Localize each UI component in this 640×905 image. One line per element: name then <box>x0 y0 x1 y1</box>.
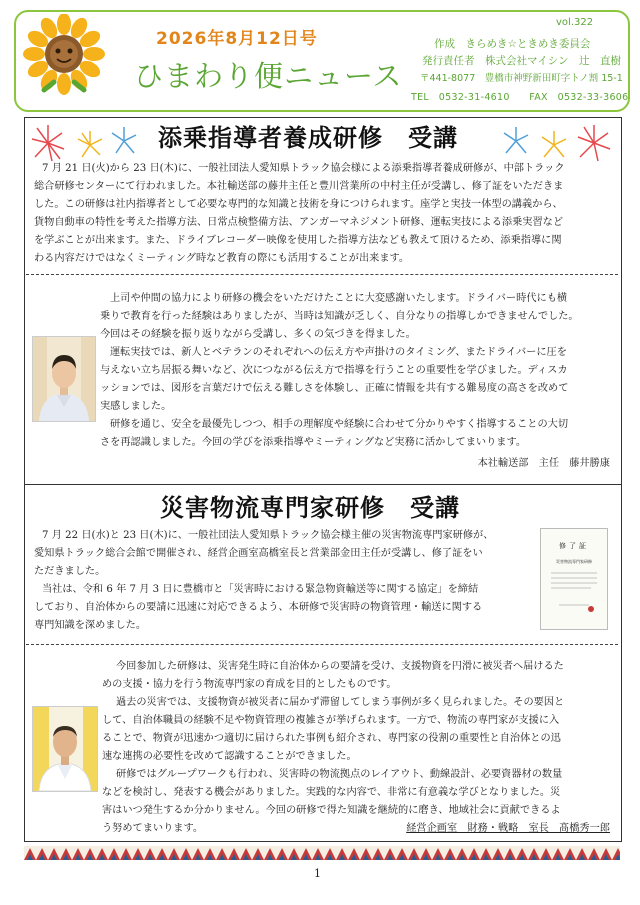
article2-intro-line-3: ただきました。 <box>34 566 106 577</box>
article2-divider <box>26 644 618 645</box>
issue-date: 2026年8月12日号 <box>156 29 318 49</box>
article2-intro-line-4: 当社は、令和 6 年 7 月 3 日に豊橋市と「災害時における緊急物資輸送等に関する協定」を締結 <box>42 584 479 595</box>
page-number: 1 <box>314 867 321 880</box>
article2-report-line-10: う努めてまいります。 <box>102 823 204 834</box>
article2-report-line-9: 害はいつ発生するか分かりません。今回の研修で得た知識を継続的に磨き、地域社会に貢献できるよ <box>102 805 561 816</box>
article2-report-line-5: ることで、物資が迅速かつ適切に届けられた事例も紹介され、専門家の役割の重要性と自治体との迅 <box>102 733 561 744</box>
article1-intro-line-5: を学ぶことが出来ます。また、ドライブレコーダー映像を使用した指導方法なども教えて頂けるため、添乗指導に関 <box>34 235 562 246</box>
address-line: 〒441-8077 豊橋市神野新田町字トノ割 15-1 <box>420 73 623 84</box>
article1-report-line-6: ッションでは、図形を言葉だけで伝える難しさを体験し、正確に情報を共有する難易度の高さを改めて <box>100 383 569 394</box>
article1-report-line-7: 実感しました。 <box>100 401 172 412</box>
tel-fax-line: TEL 0532-31-4610 FAX 0532-33-3606 <box>411 92 629 103</box>
article1-report-line-8: 研修を通じ、安全を最優先しつつ、相手の理解度や経験に合わせて分かりやすく指導することの大切 <box>110 419 569 430</box>
article2-signature: 経営企画室 財務・戦略 室長 髙橋秀一郎 <box>406 823 610 834</box>
article1-intro-line-4: 貨物自動車の特性を考えた指導方法、日常点検整備方法、アンガーマネジメント研修、運転実技による添乗実習など <box>34 217 564 228</box>
publisher-line: 発行責任者 株式会社マイシン 辻 直樹 <box>422 55 622 67</box>
takahashi-portrait-photo <box>32 706 98 792</box>
volume-number: vol.322 <box>556 17 594 28</box>
article1-report-line-4: 運転実技では、新人とベテランのそれぞれへの伝え方や声掛けのタイミング、またドライバーに圧を <box>110 347 567 358</box>
article2-intro-line-6: 専門知識を深めました。 <box>34 620 147 631</box>
author-line: 作成 きらめき☆ときめき委員会 <box>434 38 591 50</box>
article1-report-line-3: 今回はその経験を振り返りながら受講し、多くの気づきを得ました。 <box>100 329 416 340</box>
article2-report-line-3: 過去の災害では、支援物資が被災者に届かず滞留してしまう事例が多く見られました。その要因と <box>116 697 565 708</box>
article1-intro-line-6: わる内容だけではなくミーティング時など教育の際にも活用することが出来ます。 <box>34 253 410 264</box>
article1-report-line-2: 乗りで教育を行った経験はありましたが、当時は知識が乏しく、自分なりの指導しかできませんでした。 <box>100 311 579 322</box>
article2-intro-line-2: 愛知県トラック総合会館で開催され、経営企画室高橋室長と営業部金田主任が受講し、修了証をい <box>34 548 483 559</box>
article1-report-line-1: 上司や仲間の協力により研修の機会をいただけたことに大変感謝いたします。ドライバー時代にも横 <box>110 293 568 304</box>
article2-intro-line-1: 7 月 22 日(水)と 23 日(木)に、一般社団法人愛知県トラック協会様主催の災害物流専門家研修が、 <box>42 530 494 541</box>
article1-intro-line-2: 総合研修センターにて行われました。本社輸送部の藤井主任と豊川営業所の中村主任が受講し、修了証をいただきま <box>34 181 564 192</box>
certificate-body: 災害物流専門家研修 <box>556 559 592 564</box>
article2-intro-line-5: しており、自治体からの要請に迅速に対応できるよう、本研修で災害時の物資管理・輸送に関する <box>34 602 483 613</box>
article1-intro-line-3: した。この研修は社内指導者として必要な専門的な知識と技術を身につけられます。座学と実技一体型の講義から、 <box>34 199 563 210</box>
article1-report-line-9: さを再認識しました。今回の学びを添乗指導やミーティングなど実務に活かしてまいります。 <box>100 437 527 448</box>
article1-title: 添乗指導者養成研修 受講 <box>158 123 458 152</box>
article1-intro-line-1: 7 月 21 日(火)から 23 日(木)に、一般社団法人愛知県トラック協会様による添乗指導者養成研修が、中部トラック <box>42 163 565 174</box>
article2-report-line-1: 今回参加した研修は、災害発生時に自治体からの要請を受け、支援物資を円滑に被災者へ届けるた <box>116 661 564 672</box>
article1-signature: 本社輸送部 主任 藤井勝康 <box>477 458 610 469</box>
article2-title: 災害物流専門家研修 受講 <box>160 493 460 522</box>
article2-report-line-7: 研修ではグループワークも行われ、災害時の物流拠点のレイアウト、動線設計、必要資器材の数量 <box>116 769 563 780</box>
article2-report-line-4: して、自治体職員の経験不足や物資管理の複雑さが挙げられます。一方で、物流の専門家が支援に入 <box>102 715 560 726</box>
newsletter-title: ひまわり便ニュース <box>134 59 403 93</box>
article2-report-line-6: 速な連携の必要性を改めて認識することができました。 <box>102 751 357 762</box>
certificate-image <box>540 528 608 630</box>
decorative-footer-band <box>24 846 620 860</box>
article1-divider <box>26 274 618 275</box>
article1-report-line-5: 与えない立ち居振る舞いなど、次につながる伝え方で指導を行うことの重要性を学びました。ディスカ <box>100 365 568 376</box>
fujii-portrait-photo <box>32 336 96 422</box>
certificate-title: 修了証 <box>559 542 589 550</box>
article2-report-line-2: めの支援・協力を行う物流専門家の育成を目的としたものです。 <box>102 679 397 690</box>
sunflower-logo-icon <box>20 14 110 100</box>
article2-report-line-8: などを検討し、発表する機会がありました。実践的な内容で、非常に有意義な学びとなりました。災 <box>102 787 561 798</box>
